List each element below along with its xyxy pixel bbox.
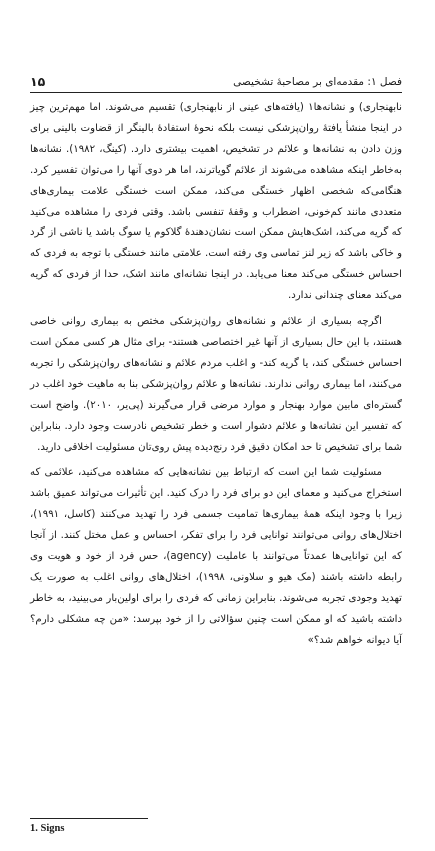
footnote: 1. Signs (30, 823, 65, 834)
paragraph-1: نابهنجاری) و نشانه‌ها۱ (یافته‌های عینی از نابهنجاری) تقسیم می‌شوند. اما مهم‌ترین چیز در اینجا منشأ یافتۀ روان‌پزشکی نیست بلکه نحوۀ استفادۀ بالینگر از قضاوت بالینی برای وزن دادن به نشانه‌ها و علائم در تشخیص، اهمیت بیشتری دارد. (کینگ، ۱۹۸۲). نشانه‌ها به‌خاطر اینکه مشاهده می‌شوند از علائم گویاترند، اما هر دوی آنها را می‌توان تفسیر کرد. هنگامی‌که شخصی اظهار خستگی می‌کند، ممکن است خستگی علامت بیماری‌های متعددی مانند کم‌خونی، اضطراب و وقفۀ تنفسی باشد. وقتی فردی را مشاهده می‌کنید که گریه می‌کند، اشک‌هایش ممکن است نشان‌دهندۀ گلاکوم یا سوگ باشد یا ناشی از گرد و خاکی باشد که زیر لنز تماسی وی رفته است. علامتی مانند خستگی با توجه به فردی که احساس خستگی می‌کند معنا می‌یابد. در اینجا نشانه‌ای مانند اشک، حدا از فردی که گریه می‌کند معنای چندانی ندارد. (30, 102, 402, 302)
header-rule (30, 92, 402, 93)
running-header (30, 68, 402, 90)
body-text (30, 98, 402, 652)
paragraph-3: مسئولیت شما این است که ارتباط بین نشانه‌هایی که مشاهده می‌کنید، علائمی که استخراج می‌کنید و معمای این دو برای فرد را درک کنید. این تأثیرات می‌تواند عمیق باشد زیرا با وجود اینکه همۀ بیماری‌ها تمامیت جسمی فرد را تهدید می‌کنند (کاسل، ۱۹۹۱)، اختلال‌های روانی می‌توانند توانایی فرد را برای تفکر، احساس و عمل مختل کنند. از آنجا که این توانایی‌ها عمدتاً می‌توانند با عاملیت (agency)، حس فرد از خود و هویت وی رابطه داشته باشند (مک هیو و سلاونی، ۱۹۹۸)، اختلال‌های روانی اغلب به صورت یک تهدید وجودی تجربه می‌شوند. بنابراین زمانی که فردی را برای اولین‌بار می‌بینید، به خاطر داشته باشید که او ممکن است چنین سؤالاتی را از خود بپرسد: «من چه مشکلی دارم؟ آیا دیوانه خواهم شد؟» (30, 467, 402, 646)
paragraph-2: اگرچه بسیاری از علائم و نشانه‌های روان‌پزشکی مختص به بیماری روانی خاصی هستند، با این حال بسیاری از آنها غیر اختصاصی هستند- برای مثال هر کسی ممکن است احساس خستگی کند، یا گریه کند- و اغلب مردم علائم و نشانه‌های روان‌پزشکی را تجربه می‌کنند، اما بیماری روانی ندارند. نشانه‌ها و علائم روان‌پزشکی بنا به ماهیت خود اغلب در گستره‌ای مابین موارد بهنجار و موارد مرضی قرار می‌گیرند (پی‌یر، ۲۰۱۰). واضح است که تفسیر این نشانه‌ها و علائم دشوار است و خطر تشخیص نادرست وجود دارد. بنابراین شما برای تشخیص تا حد امکان دقیق فرد رنج‌دیده پیش روی‌تان مسئولیت اخلاقی دارید. (30, 316, 402, 453)
page-number: ۱۵ (30, 74, 46, 89)
chapter-title: فصل ۱: مقدمه‌ای بر مصاحبۀ تشخیصی (233, 76, 402, 88)
footnote-rule (30, 818, 148, 819)
